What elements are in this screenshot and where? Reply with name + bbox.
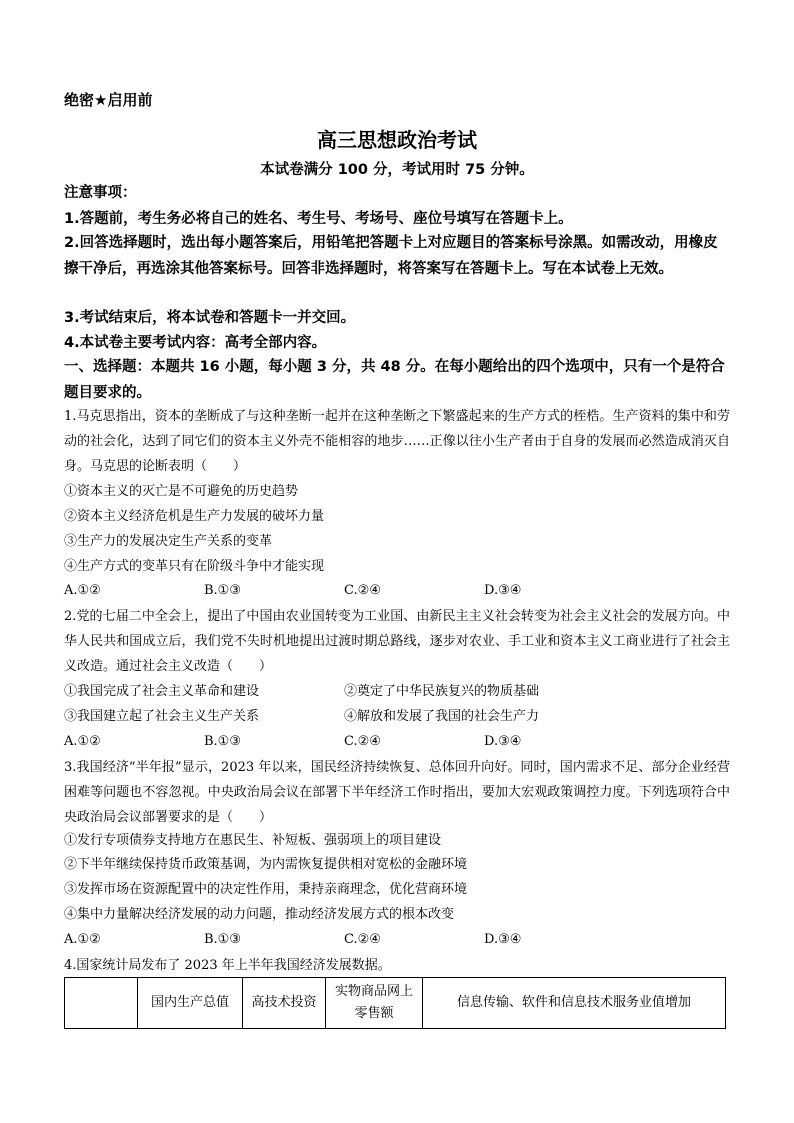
table-header-cell: 信息传输、软件和信息技术服务业值增加 [423,978,726,1029]
page-title: 高三思想政治考试 [317,128,477,152]
question-option: ②资本主义经济危机是生产力发展的破坏力量 [64,509,325,524]
question-option: ①发行专项债券支持地方在惠民生、补短板、强弱项上的项目建设 [64,833,442,848]
note-item: 1.答题前，考生务必将自己的姓名、考生号、考场号、座位号填写在答题卡上。 [64,211,573,227]
question-option: ③发挥市场在资源配置中的决定性作用，秉持亲商理念，优化营商环境 [64,882,468,897]
question-option: ②下半年继续保持货币政策基调，为内需恢复提供相对宽松的金融环境 [64,857,468,872]
table-header-cell: 高技术投资 [243,978,326,1029]
question-option: ②奠定了中华民族复兴的物质基础 [344,684,540,699]
question-stem: 4.国家统计局发布了 2023 年上半年我国经济发展数据。 [64,958,391,973]
question-option: ③生产力的发展决定生产关系的变革 [64,534,273,549]
question-option: ③我国建立起了社会主义生产关系 [64,709,260,724]
answer-choice-c: C.②④ [344,583,381,598]
answer-choice-d: D.③④ [484,583,522,598]
question-option: ①资本主义的灭亡是不可避免的历史趋势 [64,484,299,499]
answer-choice-a: A.①② [64,583,101,598]
confidential-label: 绝密★启用前 [64,91,153,109]
table-header-row [65,978,726,1029]
answer-choice-c: C.②④ [344,734,381,749]
section-heading: 一、选择题：本题共 16 小题，每小题 3 分，共 48 分。在每小题给出的四个选项中，只有一个是符合题目要求的。 [64,359,725,401]
answer-choice-d: D.③④ [484,734,522,749]
question-stem: 3.我国经济“半年报”显示，2023 年以来，国民经济持续恢复、总体回升向好。同时，国内需求不足、部分企业经营困难等问题也不容忽视。中央政治局会议在部署下半年经济工作时指出，要加大宏观政策调控力度。下列选项符合中央政治局会议部署要求的是（ ） [64,760,730,825]
question-option: ④生产方式的变革只有在阶级斗争中才能实现 [64,559,325,574]
page-subtitle: 本试卷满分 100 分，考试用时 75 分钟。 [260,162,534,178]
economic-data-table [64,977,726,1029]
question-option: ④集中力量解决经济发展的动力问题，推动经济发展方式的根本改变 [64,907,455,922]
answer-choice-a: A.①② [64,932,101,947]
note-item: 3.考试结束后，将本试卷和答题卡一并交回。 [64,310,356,326]
note-item: 4.本试卷主要考试内容：高考全部内容。 [64,335,327,351]
table-header-cell [65,978,138,1029]
answer-choice-b: B.①③ [204,932,241,947]
question-stem: 1.马克思指出，资本的垄断成了与这种垄断一起并在这种垄断之下繁盛起来的生产方式的桎梏。生产资料的集中和劳动的社会化，达到了同它们的资本主义外壳不能相容的地步……正像以往小生产者由于自身的发展而必然造成消灭自身。马克思的论断表明（ ） [64,409,730,474]
question-option: ④解放和发展了我国的社会生产力 [344,709,540,724]
table-header-cell: 国内生产总值 [138,978,243,1029]
answer-choice-a: A.①② [64,734,101,749]
note-item: 2.回答选择题时，选出每小题答案后，用铅笔把答题卡上对应题目的答案标号涂黑。如需改动，用橡皮擦干净后，再选涂其他答案标号。回答非选择题时，将答案写在答题卡上。写在本试卷上无效。 [64,235,718,277]
notes-heading: 注意事项： [64,185,137,201]
question-option: ①我国完成了社会主义革命和建设 [64,684,260,699]
question-stem: 2.党的七届二中全会上，提出了中国由农业国转变为工业国、由新民主主义社会转变为社会主义社会的发展方向。中华人民共和国成立后，我们党不失时机地提出过渡时期总路线，逐步对农业、手工业和资本主义工商业进行了社会主义改造。通过社会主义改造（ ） [64,609,730,674]
answer-choice-d: D.③④ [484,932,522,947]
table-header-cell: 实物商品网上零售额 [326,978,423,1029]
answer-choice-c: C.②④ [344,932,381,947]
answer-choice-b: B.①③ [204,583,241,598]
answer-choice-b: B.①③ [204,734,241,749]
